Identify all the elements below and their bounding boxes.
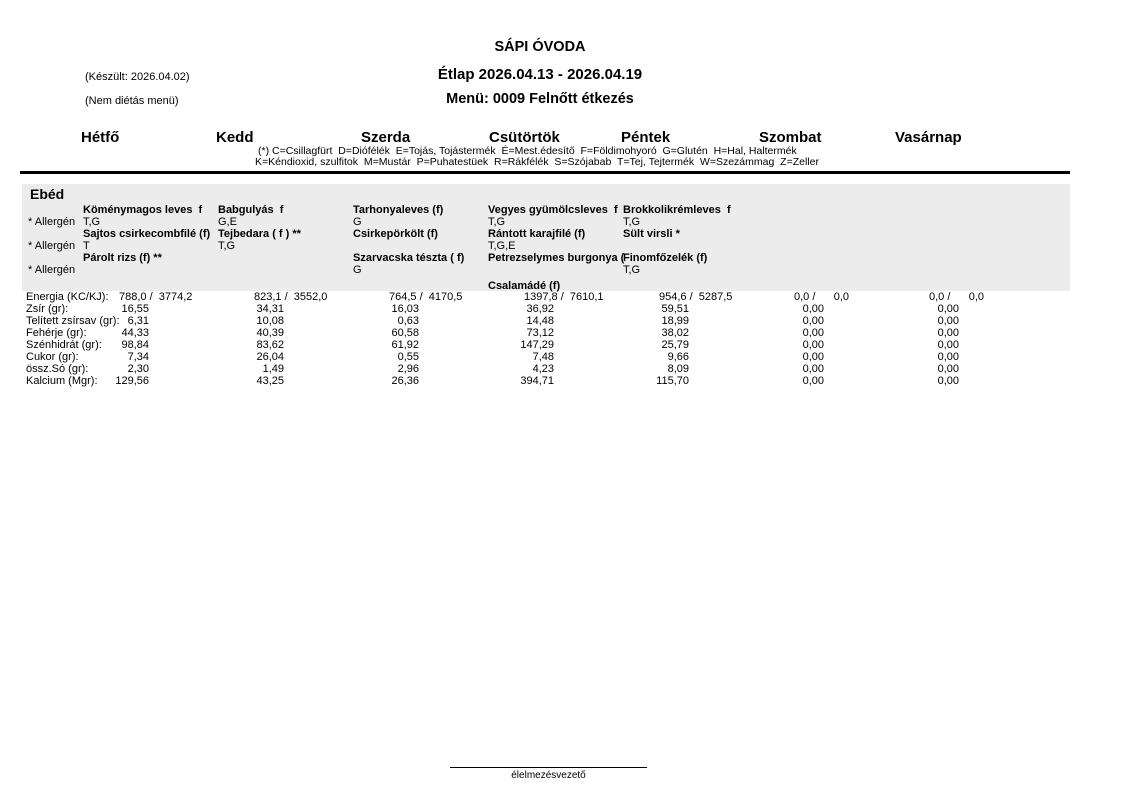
dish-name-tuesday-1: Babgulyás f (218, 204, 284, 216)
nutrition-value-saturday-7: 0,00 (802, 363, 824, 375)
nutrition-value-monday-3: 6,31 (127, 315, 149, 327)
nutrition-value-sunday-6: 0,00 (937, 351, 959, 363)
nutrition-energy-saturday: 0,0 / 0,0 (794, 291, 850, 303)
nutrition-value-sunday-7: 0,00 (937, 363, 959, 375)
nutrition-value-friday-5: 25,79 (661, 339, 689, 351)
signature-role-label: élelmezésvezető (511, 770, 586, 781)
dish-allergens-monday-2: T (83, 240, 90, 252)
nutrition-value-wednesday-2: 16,03 (391, 303, 419, 315)
nutrition-value-sunday-2: 0,00 (937, 303, 959, 315)
dish-name-thursday-3: Petrezselymes burgonya ( (488, 252, 625, 264)
nutrition-value-tuesday-8: 43,25 (256, 375, 284, 387)
nutrition-value-wednesday-3: 0,63 (397, 315, 419, 327)
dish-allergens-wednesday-3: G (353, 264, 362, 276)
dish-name-monday-1: Köménymagos leves f (83, 204, 203, 216)
nutrition-row-label-4: Fehérje (gr): (26, 327, 87, 339)
nutrition-energy-monday: 788,0 / 3774,2 (119, 291, 193, 303)
nutrition-energy-friday: 954,6 / 5287,5 (659, 291, 733, 303)
dish-allergens-tuesday-2: T,G (218, 240, 236, 252)
nutrition-value-monday-5: 98,84 (121, 339, 149, 351)
menu-period-title: Étlap 2026.04.13 - 2026.04.19 (437, 66, 643, 83)
nutrition-row-label-8: Kalcium (Mgr): (26, 375, 98, 387)
nutrition-energy-sunday: 0,0 / 0,0 (929, 291, 985, 303)
nutrition-value-monday-4: 44,33 (121, 327, 149, 339)
nutrition-value-tuesday-5: 83,62 (256, 339, 284, 351)
lunch-section-title: Ebéd (30, 186, 65, 202)
nutrition-energy-thursday: 1397,8 / 7610,1 (524, 291, 604, 303)
dish-name-friday-1: Brokkolikrémleves f (623, 204, 731, 216)
nutrition-row-label-7: össz.Só (gr): (26, 363, 89, 375)
nutrition-value-monday-8: 129,56 (115, 375, 149, 387)
nutrition-value-thursday-2: 36,92 (526, 303, 554, 315)
day-header-sunday: Vasárnap (895, 129, 962, 146)
day-header-monday: Hétfő (81, 129, 120, 146)
nutrition-value-wednesday-8: 26,36 (391, 375, 419, 387)
dish-name-thursday-2: Rántott karajfilé (f) (488, 228, 586, 240)
day-header-saturday: Szombat (759, 129, 822, 146)
nutrition-value-monday-2: 16,55 (121, 303, 149, 315)
nutrition-value-tuesday-4: 40,39 (256, 327, 284, 339)
menu-code-title: Menü: 0009 Felnőtt étkezés (446, 91, 634, 107)
dish-allergens-monday-1: T,G (83, 216, 101, 228)
dish-name-thursday-1: Vegyes gyümölcsleves f (488, 204, 618, 216)
dish-name-friday-3: Finomfőzelék (f) (623, 252, 708, 264)
dish-allergens-thursday-1: T,G (488, 216, 506, 228)
nutrition-value-sunday-3: 0,00 (937, 315, 959, 327)
nutrition-value-saturday-8: 0,00 (802, 375, 824, 387)
nutrition-value-saturday-5: 0,00 (802, 339, 824, 351)
nutrition-value-wednesday-6: 0,55 (397, 351, 419, 363)
day-header-wednesday: Szerda (361, 129, 411, 146)
day-header-thursday: Csütörtök (489, 129, 560, 146)
header-divider-rule (20, 171, 1070, 174)
dish-name-thursday-4: Csalamádé (f) (488, 280, 561, 292)
nutrition-value-saturday-2: 0,00 (802, 303, 824, 315)
nutrition-row-label-6: Cukor (gr): (26, 351, 79, 363)
dish-allergens-friday-1: T,G (623, 216, 641, 228)
nutrition-row-label-1: Energia (KC/KJ): (26, 291, 109, 303)
day-header-tuesday: Kedd (216, 129, 254, 146)
allergen-legend-line-2: K=Kéndioxid, szulfitok M=Mustár P=Puhatestüek R=Rákfélék S=Szójabab T=Tej, Tejtermék W=Szezámmag Z=Zeller (255, 156, 819, 168)
nutrition-value-thursday-7: 4,23 (532, 363, 554, 375)
nutrition-row-label-5: Szénhidrát (gr): (26, 339, 102, 351)
nutrition-value-wednesday-4: 60,58 (391, 327, 419, 339)
nutrition-value-thursday-3: 14,48 (526, 315, 554, 327)
nutrition-value-saturday-6: 0,00 (802, 351, 824, 363)
school-name-title: SÁPI ÓVODA (494, 39, 586, 55)
dish-allergens-wednesday-1: G (353, 216, 362, 228)
nutrition-value-thursday-5: 147,29 (520, 339, 554, 351)
dish-allergens-friday-3: T,G (623, 264, 641, 276)
nutrition-value-monday-7: 2,30 (127, 363, 149, 375)
nutrition-value-wednesday-5: 61,92 (391, 339, 419, 351)
dish-allergens-thursday-2: T,G,E (488, 240, 516, 252)
allergen-row-label-3: * Allergén (28, 264, 76, 276)
nutrition-value-tuesday-7: 1,49 (262, 363, 284, 375)
allergen-row-label-1: * Allergén (28, 216, 76, 228)
nutrition-value-monday-6: 7,34 (127, 351, 149, 363)
dish-name-wednesday-2: Csirkepörkölt (f) (353, 228, 438, 240)
nutrition-value-sunday-5: 0,00 (937, 339, 959, 351)
nutrition-value-friday-6: 9,66 (667, 351, 689, 363)
created-date-note: (Készült: 2026.04.02) (85, 71, 190, 83)
nutrition-value-tuesday-6: 26,04 (256, 351, 284, 363)
nutrition-value-sunday-4: 0,00 (937, 327, 959, 339)
nutrition-value-friday-7: 8,09 (667, 363, 689, 375)
nutrition-value-tuesday-3: 10,08 (256, 315, 284, 327)
diet-type-note: (Nem diétás menü) (85, 95, 179, 107)
nutrition-value-friday-8: 115,70 (656, 375, 689, 387)
nutrition-row-label-2: Zsír (gr): (26, 303, 69, 315)
nutrition-value-thursday-8: 394,71 (520, 375, 554, 387)
allergen-legend-line-1: (*) C=Csillagfürt D=Diófélék E=Tojás, Tojástermék É=Mest.édesítő F=Földimohyoró G=Glutén H=Hal, Haltermék (258, 145, 797, 157)
nutrition-energy-wednesday: 764,5 / 4170,5 (389, 291, 463, 303)
signature-line (450, 767, 647, 768)
nutrition-value-saturday-3: 0,00 (802, 315, 824, 327)
nutrition-value-friday-4: 38,02 (661, 327, 689, 339)
nutrition-value-friday-3: 18,99 (661, 315, 689, 327)
dish-name-friday-2: Sült virsli * (623, 228, 680, 240)
day-header-friday: Péntek (621, 129, 671, 146)
nutrition-row-label-3: Telített zsírsav (gr): (26, 315, 120, 327)
nutrition-energy-tuesday: 823,1 / 3552,0 (254, 291, 328, 303)
dish-name-wednesday-3: Szarvacska tészta ( f) (353, 252, 465, 264)
dish-name-wednesday-1: Tarhonyaleves (f) (353, 204, 444, 216)
dish-name-tuesday-2: Tejbedara ( f ) ** (218, 228, 301, 240)
nutrition-value-wednesday-7: 2,96 (397, 363, 419, 375)
nutrition-value-saturday-4: 0,00 (802, 327, 824, 339)
dish-name-monday-2: Sajtos csirkecombfilé (f) (83, 228, 211, 240)
nutrition-value-friday-2: 59,51 (661, 303, 689, 315)
allergen-row-label-2: * Allergén (28, 240, 76, 252)
nutrition-value-thursday-4: 73,12 (526, 327, 554, 339)
dish-allergens-tuesday-1: G,E (218, 216, 237, 228)
dish-name-monday-3: Párolt rizs (f) ** (83, 252, 162, 264)
nutrition-value-thursday-6: 7,48 (532, 351, 554, 363)
nutrition-value-tuesday-2: 34,31 (256, 303, 284, 315)
nutrition-value-sunday-8: 0,00 (937, 375, 959, 387)
